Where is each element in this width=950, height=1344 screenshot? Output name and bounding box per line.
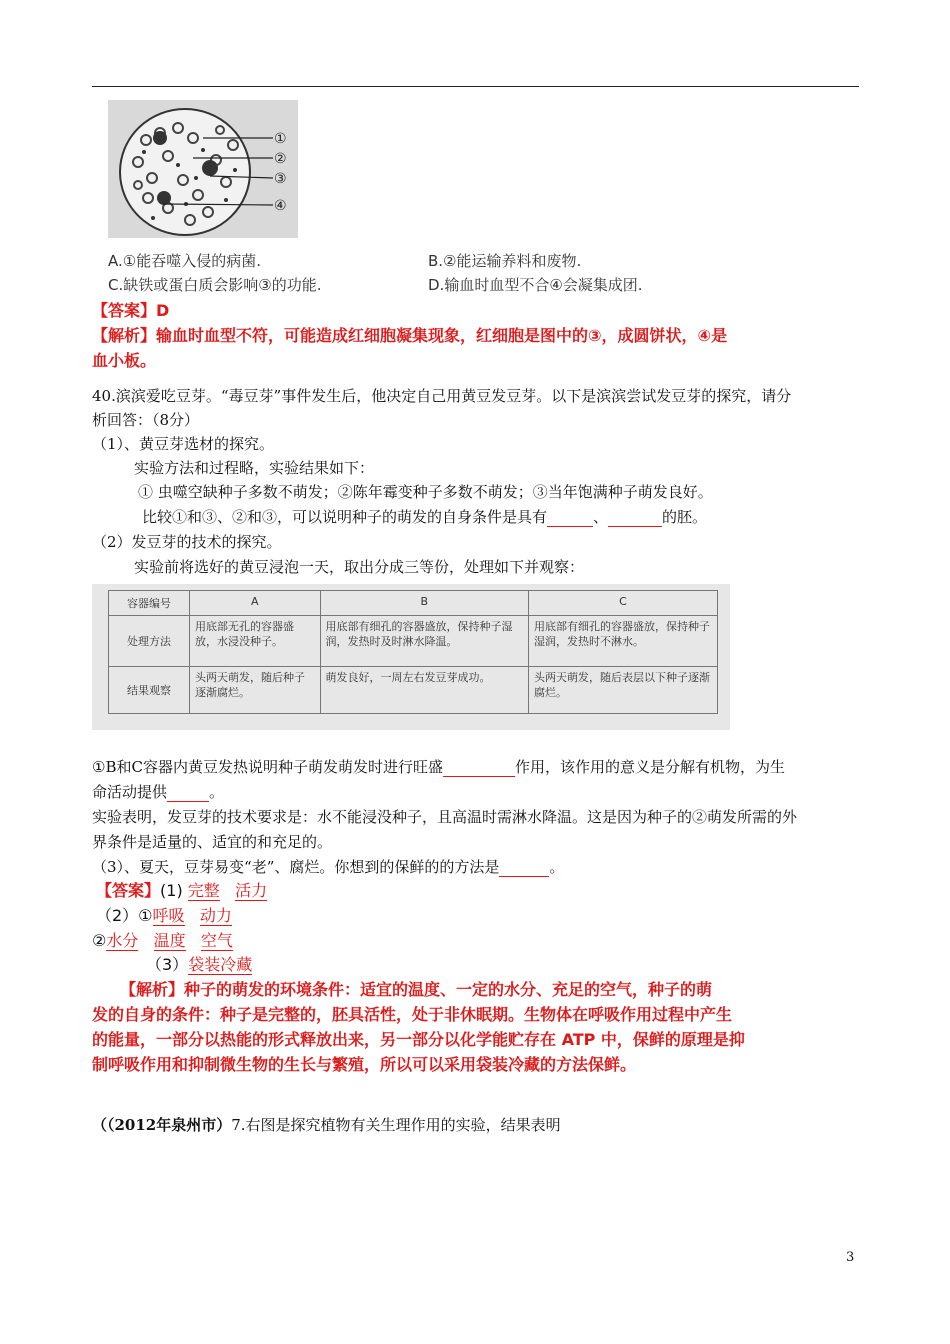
q40-part3-text: （3）、夏天，豆芽易变“老”、腐烂。你想到的保鲜的的方法是 (92, 858, 500, 876)
q40-part2-q1-end: 。 (209, 783, 225, 801)
q40-part2-q2-line1: 实验表明，发豆芽的技术要求是：水不能浸没种子，且高温时需淋水降温。这是因为种子的②萌发所需的外 (92, 808, 798, 826)
table-cell: 用底部有细孔的容器盛放，保持种子湿润，发热时及时淋水降温。 (320, 616, 529, 667)
q40-part2-q1-text2: 命活动提供 (92, 783, 168, 801)
figure-label-3: ③ (274, 171, 287, 187)
q40-answer-line4 (146, 952, 252, 975)
answer-2a: 呼吸 (152, 906, 185, 925)
next-question-source: （（2012年泉州市） (92, 1116, 232, 1134)
q40-part3-end: 。 (549, 858, 565, 876)
answer-3b: 温度 (153, 931, 186, 950)
option-a: A.①能吞噬入侵的病菌. (108, 252, 261, 270)
figure-label-1: ① (274, 131, 287, 147)
blank-4[interactable] (167, 783, 209, 802)
answer-prefix-4: （3） (146, 955, 189, 974)
q40-explanation-line3: 的能量，一部分以热能的形式释放出来，另一部分以化学能贮存在 ATP 中，保鲜的原理是抑 (92, 1030, 745, 1049)
q39-analysis-line2: 血小板。 (92, 351, 157, 370)
q40-part2-q2-line2: 界条件是适量的、适宜的和充足的。 (92, 833, 333, 851)
blood-smear-drawing (108, 100, 298, 238)
q39-analysis-line1: 【解析】输血时血型不符，可能造成红细胞凝集现象，红细胞是图中的③，成圆饼状，④是 (92, 326, 728, 345)
table-cell: 用底部无孔的容器盛放，水浸没种子。 (190, 616, 321, 667)
blood-smear-figure (108, 100, 298, 238)
q40-answer-line2 (96, 903, 232, 926)
table-cell: 头两天萌发，随后种子逐渐腐烂。 (190, 667, 321, 714)
answer-3a: 水分 (106, 931, 139, 950)
q40-answer-line3 (92, 928, 233, 951)
header-rule (92, 86, 859, 87)
figure-label-4: ④ (274, 198, 287, 214)
q39-answer: 【答案】D (92, 301, 170, 320)
answer-2b: 动力 (199, 906, 232, 925)
q40-part2-q1-line2 (92, 781, 224, 802)
next-question (92, 1114, 561, 1135)
answer-1b: 活力 (235, 881, 268, 900)
q40-explanation-line1: 【解析】种子的萌发的环境条件：适宜的温度、一定的水分、充足的空气，种子的萌 (120, 980, 713, 999)
table-header-cell: A (190, 591, 321, 616)
q40-part2-q1-line1 (92, 756, 785, 777)
q40-part1-line2: ① 虫噬空缺种子多数不萌发；②陈年霉变种子多数不萌发；③当年饱满种子萌发良好。 (138, 483, 713, 501)
q40-part3-line (92, 856, 564, 877)
option-d: D.输血时血型不合④会凝集成团. (428, 276, 643, 294)
experiment-table (108, 590, 718, 714)
answer-prefix-1: (1) (160, 881, 183, 900)
q40-part1-sep: 、 (593, 508, 609, 526)
answer-prefix-3: ② (92, 931, 107, 950)
q40-explanation-line4: 制呼吸作用和抑制微生物的生长与繁殖，所以可以采用袋装冷藏的方法保鲜。 (92, 1055, 637, 1074)
table-header-cell: C (529, 591, 718, 616)
q40-explanation-line2: 发的自身的条件：种子是完整的，胚具活性，处于非休眠期。生物体在呼吸作用过程中产生 (92, 1005, 733, 1024)
table-row-label: 结果观察 (109, 667, 190, 714)
q40-part2-q1-text: ①B和C容器内黄豆发热说明种子萌发萌发时进行旺盛 (92, 758, 443, 776)
q40-stem-line2: 析回答：（8分） (92, 411, 200, 429)
answer-4a: 袋装冷藏 (188, 955, 253, 974)
answer-label: 【答案】 (96, 881, 161, 900)
q40-part1-line3-text: 比较①和③、②和③，可以说明种子的萌发的自身条件是具有 (142, 508, 548, 526)
q40-part2-title: （2）发豆芽的技术的探究。 (92, 533, 282, 551)
q40-part1-line3 (142, 506, 707, 527)
q40-part1-line1: 实验方法和过程略，实验结果如下： (134, 459, 375, 477)
next-question-text: 7.右图是探究植物有关生理作用的实验，结果表明 (231, 1116, 561, 1134)
blank-3[interactable] (443, 758, 515, 777)
experiment-table-image (92, 584, 730, 730)
q40-part2-q1-tail: 作用，该作用的意义是分解有机物，为生 (514, 758, 785, 776)
table-row-label: 处理方法 (109, 616, 190, 667)
blank-1[interactable] (547, 508, 593, 527)
answer-1a: 完整 (187, 881, 220, 900)
table-header-cell: 容器编号 (109, 591, 190, 616)
option-c: C.缺铁或蛋白质会影响③的功能. (108, 276, 322, 294)
blank-5[interactable] (499, 858, 549, 877)
q40-answer-line1 (96, 878, 267, 901)
q40-part2-line1: 实验前将选好的黄豆浸泡一天，取出分成三等份，处理如下并观察： (134, 558, 585, 576)
option-b: B.②能运输养料和废物. (428, 252, 582, 270)
table-cell: 用底部有细孔的容器盛放，保持种子湿润，发热时不淋水。 (529, 616, 718, 667)
table-cell: 头两天萌发，随后表层以下种子逐渐腐烂。 (529, 667, 718, 714)
q40-stem-line1: 40.滨滨爱吃豆芽。“毒豆芽”事件发生后，他决定自己用黄豆发豆芽。以下是滨滨尝试发豆芽的探究，请分 (92, 387, 792, 405)
answer-3c: 空气 (200, 931, 233, 950)
figure-label-2: ② (274, 151, 287, 167)
blank-2[interactable] (608, 508, 662, 527)
table-cell: 萌发良好，一周左右发豆芽成功。 (320, 667, 529, 714)
page-number: 3 (846, 1250, 855, 1265)
table-header-cell: B (320, 591, 529, 616)
answer-prefix-2: （2）① (96, 906, 153, 925)
q40-part1-tail: 的胚。 (662, 508, 708, 526)
q40-part1-title: （1）、黄豆芽选材的探究。 (92, 435, 275, 453)
